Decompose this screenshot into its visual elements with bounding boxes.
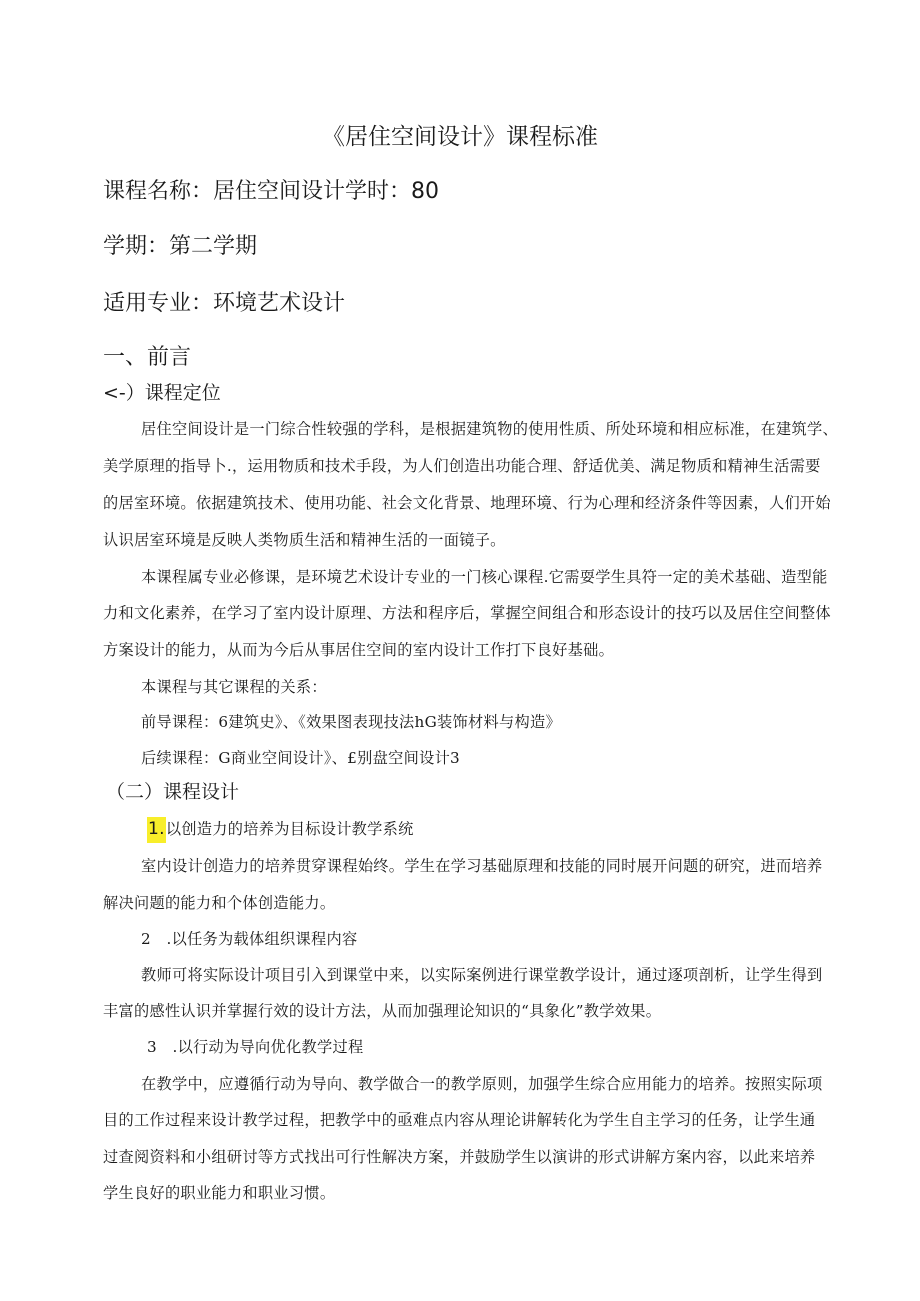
page-title: 《居住空间设计》课程标准 xyxy=(322,124,598,150)
paragraph-line: 解决问题的能力和个体创造能力。 xyxy=(103,894,336,912)
semester: 学期：第二学期 xyxy=(103,234,258,259)
list-item-3: 3 .以行动为导向优化教学过程 xyxy=(147,1038,364,1056)
paragraph-line: 在教学中，应遵循行动为导向、教学做合一的教学原则，加强学生综合应用能力的培养。按照实际项 xyxy=(141,1075,823,1093)
paragraph-line: 室内设计创造力的培养贯穿课程始终。学生在学习基础原理和技能的同时展开问题的研究，进而培养 xyxy=(141,857,823,875)
paragraph-line: 学生良好的职业能力和职业习惯。 xyxy=(103,1184,336,1202)
paragraph-line: 本课程属专业必修课，是环境艺术设计专业的一门核心课程.它需耍学生具符一定的美术基础、造型能 xyxy=(141,568,828,586)
paragraph-line: 丰富的感性认识并掌握行效的设计方法，从而加强理论知识的“具象化”教学效果。 xyxy=(103,1002,662,1020)
applicable-major: 适用专业：环境艺术设计 xyxy=(103,291,346,316)
paragraph-line: 过查阅资料和小组研讨等方式找出可行性解决方案，并鼓励学生以演讲的形式讲解方案内容，以此来培养 xyxy=(103,1148,816,1166)
subheading-course-design: （二）课程设计 xyxy=(106,781,240,803)
section-heading-preface: 一、前言 xyxy=(103,345,192,370)
paragraph-line: 美学原理的指导卜.，运用物质和技术手段，为人们创造出功能合理、舒适优美、满足物质和精神生活需要 xyxy=(103,457,821,475)
list-item-text: 以创造力的培养为目标设计教学系统 xyxy=(165,820,414,838)
paragraph-line: 的居室环境。依据建筑技术、使用功能、社会文化背景、地理环境、行为心理和经济条件等因素，人们开始 xyxy=(103,494,831,512)
paragraph-line: 方案设计的能力，从而为今后从事居住空间的室内设计工作打下良好基础。 xyxy=(103,641,615,659)
prerequisite-courses: 前导课程：6建筑史》、《效果图表现技法hG装饰材料与构造》 xyxy=(141,713,561,731)
paragraph-line: 本课程与其它课程的关系： xyxy=(141,678,327,696)
list-item-1 xyxy=(147,818,414,839)
paragraph-line: 认识居室环境是反映人类物质生活和精神生活的一面镜子。 xyxy=(103,531,506,549)
paragraph-line: 居住空间设计是一门综合性较强的学科，是根据建筑物的使用性质、所处环境和相应标准，在建筑学、 xyxy=(141,420,838,438)
subheading-course-positioning: <-）课程定位 xyxy=(103,382,221,404)
course-name: 课程名称：居住空间设计学时：80 xyxy=(103,179,439,204)
paragraph-line: 目的工作过程来设计教学过程，把教学中的亟难点内容从理论讲解转化为学生自主学习的任务，让学生通 xyxy=(103,1111,816,1129)
item-number-highlight: 1. xyxy=(147,817,166,843)
list-item-2: 2 .以任务为载体组织课程内容 xyxy=(141,930,358,948)
paragraph-line: 教师可将实际设计项目引入到课堂中来，以实际案例进行课堂教学设计，通过逐项剖析，让学生得到 xyxy=(141,966,823,984)
follow-up-courses: 后续课程：G商业空间设计》、£别盘空间设计3 xyxy=(141,749,461,767)
paragraph-line: 力和文化素养，在学习了室内设计原理、方法和程序后，掌握空间组合和形态设计的技巧以及居住空间整体 xyxy=(103,604,831,622)
